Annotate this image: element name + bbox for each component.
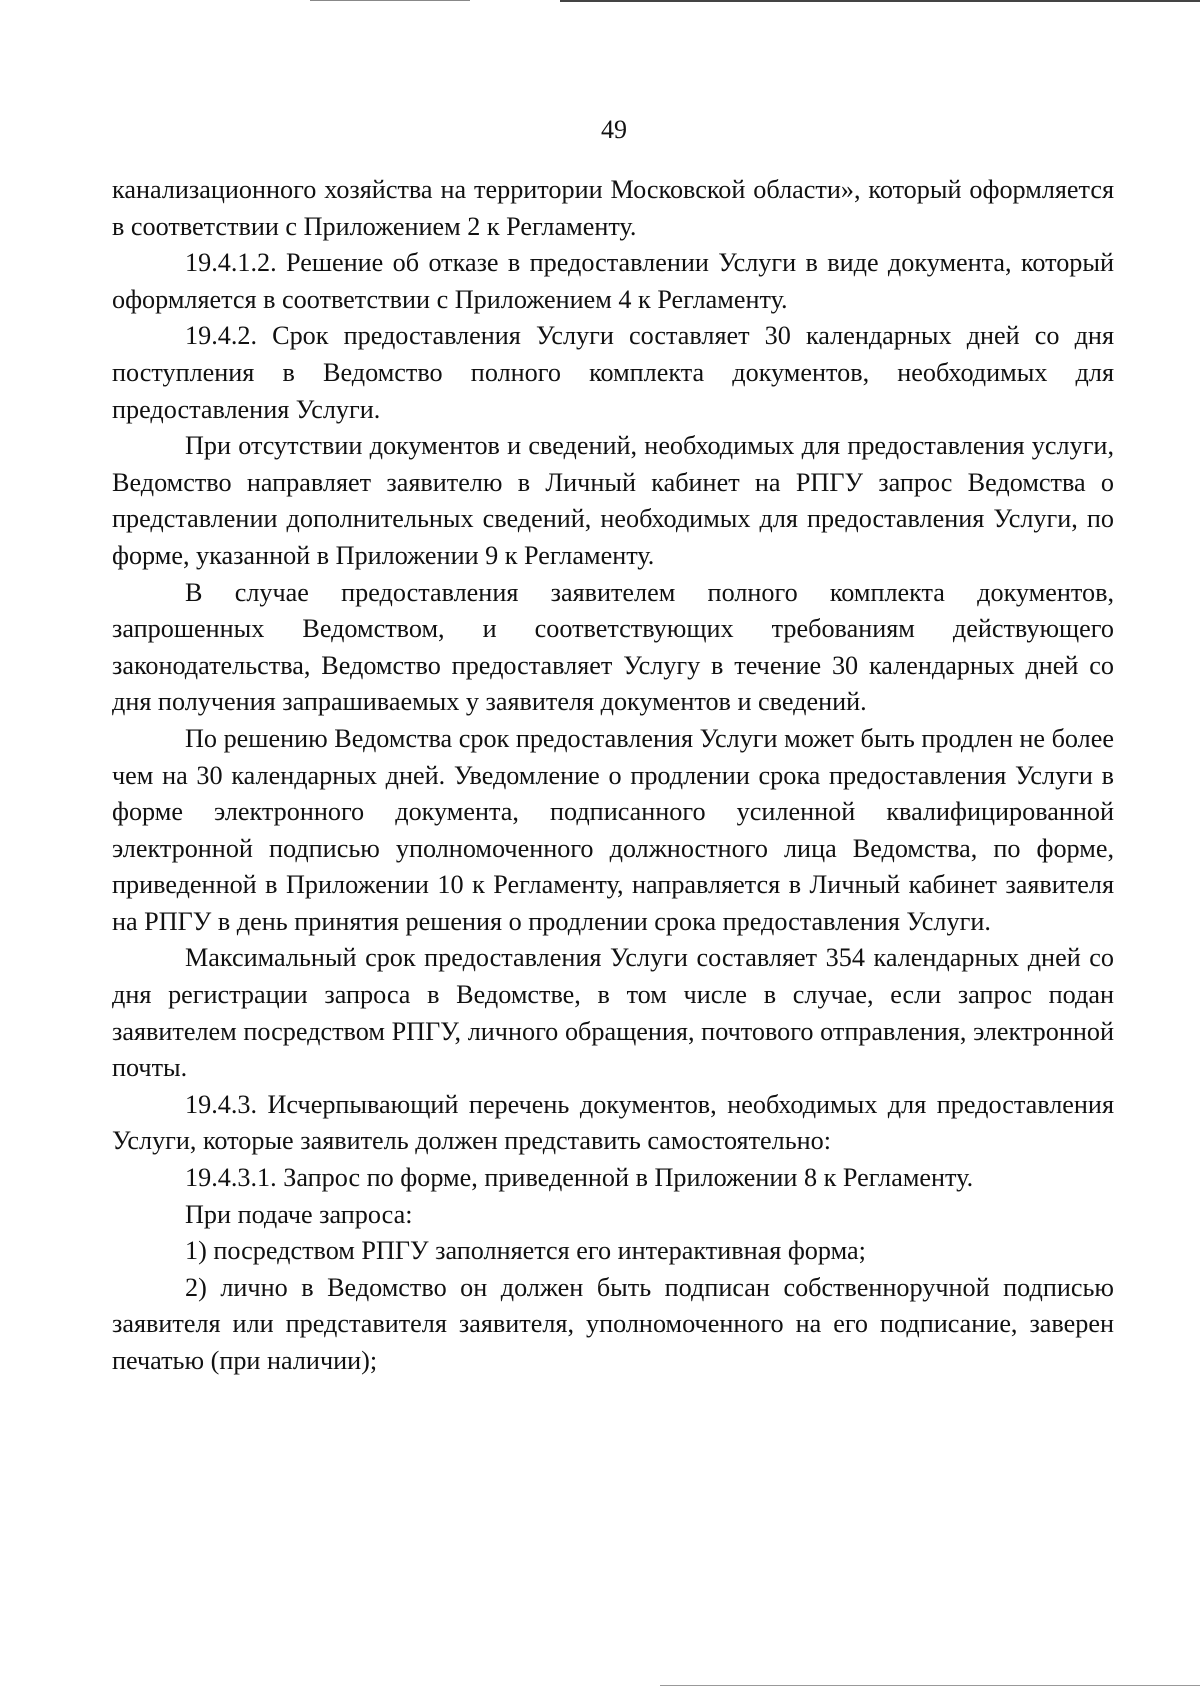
paragraph-19-4-2: 19.4.2. Срок предоставления Услуги составляет 30 календарных дней со дня поступления в Ведомство полного комплекта документов, необходимых для предоставления Услуги. [112, 321, 1114, 424]
paragraph-maximum-term: Максимальный срок предоставления Услуги составляет 354 календарных дней со дня регистрации запроса в Ведомстве, в том числе в случае, если запрос подан заявителем посредством РПГУ, личного обращения, почтового отправления, электронной почты. [112, 943, 1114, 1083]
paragraph-missing-documents: При отсутствии документов и сведений, необходимых для предоставления услуги, Ведомство направляет заявителю в Личный кабинет на РПГУ запрос Ведомства о представлении дополнительных сведений, необходимых для предоставления Услуги, по форме, указанной в Приложении 9 к Регламенту. [112, 431, 1114, 570]
paragraph-full-set-provided: В случае предоставления заявителем полного комплекта документов, запрошенных Ведомством, и соответствующих требованиям действующего законодательства, Ведомство предоставляет Услугу в течение 30 календарных дней со дня получения запрашиваемых у заявителя документов и сведений. [112, 577, 1114, 717]
scan-edge-top [560, 0, 1200, 2]
paragraph-when-submitting: При подаче запроса: [185, 1199, 413, 1229]
list-item-1: 1) посредством РПГУ заполняется его интерактивная форма; [185, 1236, 866, 1266]
document-body [112, 172, 1114, 1380]
list-item-2: 2) лично в Ведомство он должен быть подписан собственноручной подписью заявителя или представителя заявителя, уполномоченного на его подписание, заверен печатью (при наличии); [112, 1272, 1114, 1375]
paragraph-term-extension: По решению Ведомства срок предоставления Услуги может быть продлен не более чем на 30 календарных дней. Уведомление о продлении срока предоставления Услуги в форме электронного документа, подписанного усиленной квалифицированной электронной подписью уполномоченного должностного лица Ведомства, по форме, приведенной в Приложении 10 к Регламенту, направляется в Личный кабинет заявителя на РПГУ в день принятия решения о продлении срока предоставления Услуги. [112, 723, 1114, 936]
paragraph-continuation: канализационного хозяйства на территории Московской области», который оформляется в соответствии с Приложением 2 к Регламенту. [112, 175, 1114, 241]
scan-edge-top-left [310, 0, 470, 1]
paragraph-19-4-1-2: 19.4.1.2. Решение об отказе в предоставлении Услуги в виде документа, который оформляется в соответствии с Приложением 4 к Регламенту. [112, 248, 1114, 314]
paragraph-19-4-3: 19.4.3. Исчерпывающий перечень документов, необходимых для предоставления Услуги, которые заявитель должен представить самостоятельно: [112, 1089, 1114, 1156]
paragraph-19-4-3-1: 19.4.3.1. Запрос по форме, приведенной в Приложении 8 к Регламенту. [185, 1163, 974, 1193]
page-number: 49 [601, 115, 627, 144]
